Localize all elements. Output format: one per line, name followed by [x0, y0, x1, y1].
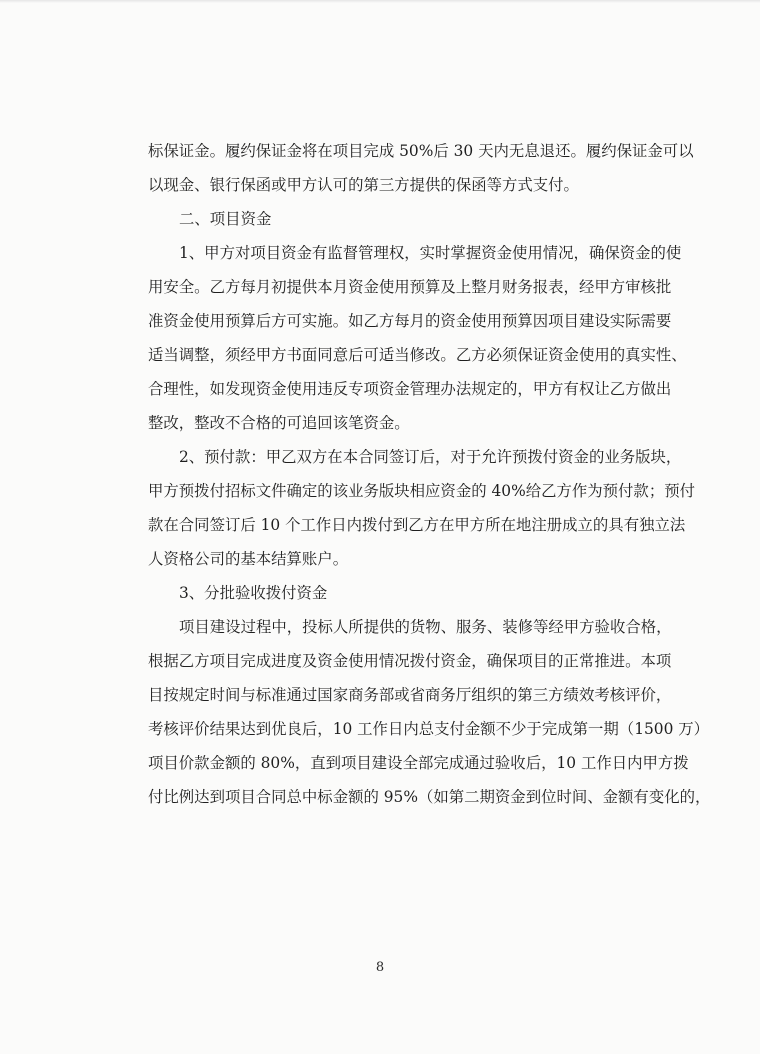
- text-line: 用安全。乙方每月初提供本月资金使用预算及上整月财务报表，经甲方审核批: [148, 278, 672, 296]
- section-heading: 3、分批验收拨付资金: [179, 584, 328, 602]
- text-line: 考核评价结果达到优良后，10 工作日内总支付金额不少于完成第一期（1500 万）: [148, 720, 710, 738]
- text-line: 根据乙方项目完成进度及资金使用情况拨付资金，确保项目的正常推进。本项: [148, 652, 672, 670]
- text-line: 适当调整，须经甲方书面同意后可适当修改。乙方必须保证资金使用的真实性、: [148, 346, 687, 364]
- text-line: 整改，整改不合格的可追回该笔资金。: [148, 414, 410, 432]
- text-line: 目按规定时间与标准通过国家商务部或省商务厅组织的第三方绩效考核评价，: [148, 686, 672, 704]
- scan-edge: [0, 0, 760, 3]
- text-line: 款在合同签订后 10 个工作日内拨付到乙方在甲方所在地注册成立的具有独立法: [148, 516, 686, 534]
- text-line: 标保证金。履约保证金将在项目完成 50%后 30 天内无息退还。履约保证金可以: [148, 142, 694, 160]
- body-text: [148, 134, 711, 814]
- text-line: 准资金使用预算后方可实施。如乙方每月的资金使用预算因项目建设实际需要: [148, 312, 672, 330]
- text-line: 项目价款金额的 80%，直到项目建设全部完成通过验收后，10 工作日内甲方拨: [148, 754, 689, 772]
- paragraph-start: 项目建设过程中，投标人所提供的货物、服务、装修等经甲方验收合格，: [179, 618, 672, 636]
- text-line: 合理性，如发现资金使用违反专项资金管理办法规定的，甲方有权让乙方做出: [148, 380, 672, 398]
- text-line: 人资格公司的基本结算账户。: [148, 550, 349, 568]
- page-number: 8: [375, 960, 385, 975]
- paragraph-start: 1、甲方对项目资金有监督管理权，实时掌握资金使用情况，确保资金的使: [179, 244, 682, 262]
- text-line: 甲方预拨付招标文件确定的该业务版块相应资金的 40%给乙方作为预付款；预付: [148, 482, 695, 500]
- section-heading: 二、项目资金: [179, 210, 272, 228]
- paragraph-start: 2、预付款：甲乙双方在本合同签订后，对于允许预拨付资金的业务版块，: [179, 448, 682, 466]
- text-line: 以现金、银行保函或甲方认可的第三方提供的保函等方式支付。: [148, 176, 579, 194]
- text-line: 付比例达到项目合同总中标金额的 95%（如第二期资金到位时间、金额有变化的，: [148, 788, 711, 806]
